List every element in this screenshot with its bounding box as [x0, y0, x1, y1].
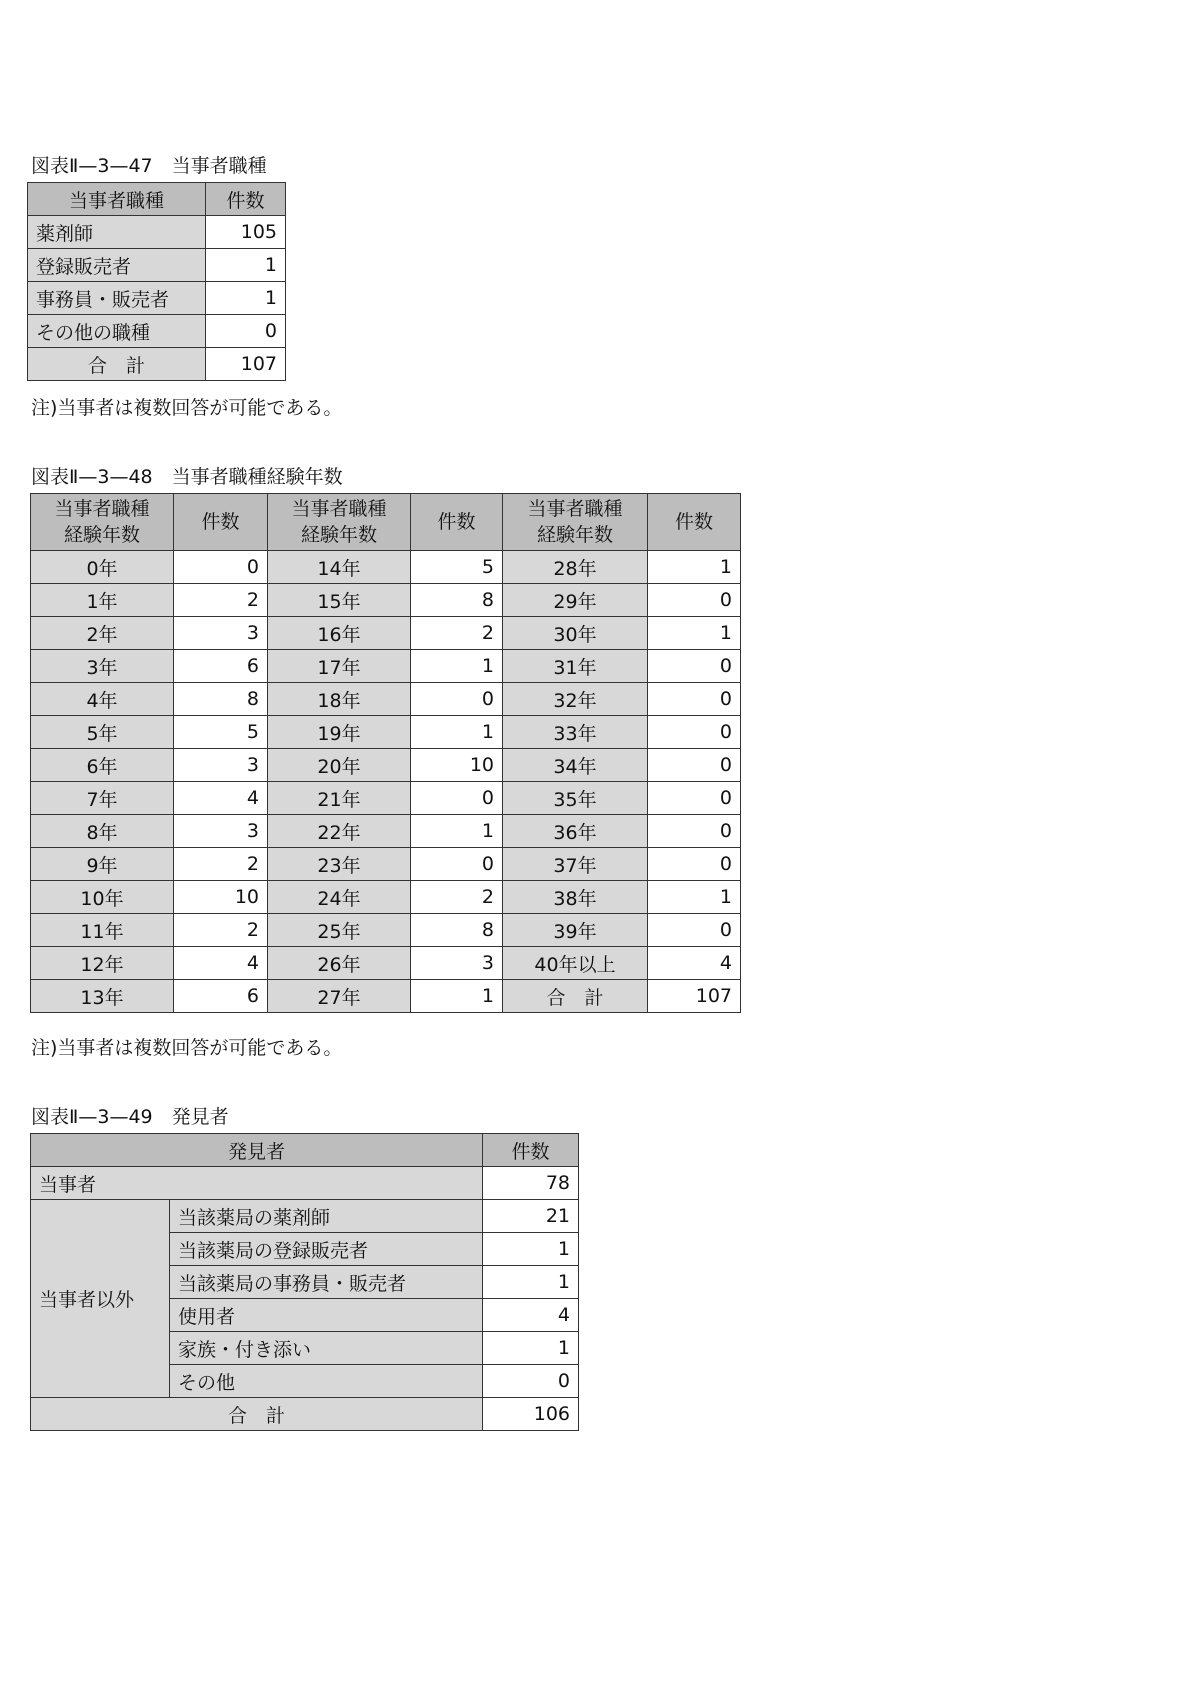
fig48-title: 図表Ⅱ—3—48 当事者職種経験年数: [31, 466, 343, 488]
fig48-years-cell: 3年: [31, 650, 174, 683]
fig48-years-cell: 22年: [268, 815, 411, 848]
fig48-years-cell: 12年: [31, 947, 174, 980]
fig48-count-cell: 0: [648, 914, 741, 947]
fig48-count-cell: 10: [411, 749, 503, 782]
fig48-count-cell: 1: [411, 650, 503, 683]
table-row: [31, 1167, 579, 1200]
fig47-row-label: 登録販売者: [28, 249, 206, 282]
fig48-years-cell: 10年: [31, 881, 174, 914]
fig48-count-cell: 0: [411, 683, 503, 716]
fig48-count-cell: 2: [174, 914, 268, 947]
table-row: [31, 749, 741, 782]
fig47-row-value: 1: [206, 282, 286, 315]
fig48-count-cell: 3: [411, 947, 503, 980]
fig49-table: [30, 1133, 579, 1431]
fig48-count-cell: 4: [174, 782, 268, 815]
fig48-count-cell: 0: [411, 848, 503, 881]
fig48-years-cell: 2年: [31, 617, 174, 650]
fig48-years-cell: 17年: [268, 650, 411, 683]
fig48-count-cell: 3: [174, 749, 268, 782]
fig49-row-label: 当該薬局の薬剤師: [170, 1200, 483, 1233]
table-row: [28, 282, 286, 315]
fig48-years-cell: 24年: [268, 881, 411, 914]
fig48-years-cell: 35年: [503, 782, 648, 815]
fig49-others-label: 当事者以外: [31, 1200, 170, 1398]
table-row: [31, 683, 741, 716]
fig48-count-cell: 2: [174, 848, 268, 881]
fig48-count-cell: 8: [411, 584, 503, 617]
fig48-years-cell: 11年: [31, 914, 174, 947]
fig48-years-cell: 15年: [268, 584, 411, 617]
fig48-years-cell: 26年: [268, 947, 411, 980]
fig48-count-cell: 0: [648, 749, 741, 782]
fig48-years-cell: 39年: [503, 914, 648, 947]
fig48-header-count: 件数: [648, 494, 741, 551]
fig49-row-value: 1: [483, 1332, 579, 1365]
fig48-years-cell: 8年: [31, 815, 174, 848]
fig48-count-cell: 0: [648, 782, 741, 815]
table-row: [28, 249, 286, 282]
fig48-count-cell: 2: [174, 584, 268, 617]
fig48-years-cell: 32年: [503, 683, 648, 716]
fig48-header-count: 件数: [411, 494, 503, 551]
fig48-years-cell: 38年: [503, 881, 648, 914]
fig48-years-cell: 25年: [268, 914, 411, 947]
table-row: [31, 980, 741, 1013]
fig48-count-cell: 1: [411, 716, 503, 749]
fig48-years-cell: 33年: [503, 716, 648, 749]
fig48-header-years: [503, 494, 648, 551]
fig48-count-cell: 1: [411, 815, 503, 848]
fig48-years-cell: 40年以上: [503, 947, 648, 980]
table-row: [31, 617, 741, 650]
fig48-years-cell: 合 計: [503, 980, 648, 1013]
fig48-count-cell: 2: [411, 617, 503, 650]
table-row: [31, 848, 741, 881]
fig47-row-value: 1: [206, 249, 286, 282]
fig49-self-label: 当事者: [31, 1167, 483, 1200]
header-line: 当事者職種: [54, 498, 150, 520]
fig48-years-cell: 1年: [31, 584, 174, 617]
fig48-count-cell: 8: [174, 683, 268, 716]
fig49-row-value: 0: [483, 1365, 579, 1398]
fig48-years-cell: 28年: [503, 551, 648, 584]
fig47-row-value: 105: [206, 216, 286, 249]
header-line: 経験年数: [536, 524, 613, 546]
fig49-total-value: 106: [483, 1398, 579, 1431]
fig48-table: [30, 493, 741, 1013]
fig48-years-cell: 36年: [503, 815, 648, 848]
fig49-row-label: 当該薬局の事務員・販売者: [170, 1266, 483, 1299]
fig49-header-count: 件数: [483, 1134, 579, 1167]
fig48-years-cell: 31年: [503, 650, 648, 683]
fig48-count-cell: 0: [648, 848, 741, 881]
fig48-count-cell: 0: [648, 815, 741, 848]
fig48-years-cell: 18年: [268, 683, 411, 716]
fig48-count-cell: 1: [648, 617, 741, 650]
fig49-row-label: 使用者: [170, 1299, 483, 1332]
fig48-count-cell: 1: [648, 881, 741, 914]
fig47-header-count: 件数: [206, 183, 286, 216]
fig48-header-years: [268, 494, 411, 551]
fig47-note: 注)当事者は複数回答が可能である。: [31, 397, 343, 419]
fig48-years-cell: 14年: [268, 551, 411, 584]
header-line: 当事者職種: [527, 498, 623, 520]
total-row: [31, 1398, 579, 1431]
fig48-count-cell: 4: [648, 947, 741, 980]
table-row: [28, 216, 286, 249]
fig48-count-cell: 3: [174, 815, 268, 848]
fig49-row-value: 1: [483, 1266, 579, 1299]
fig48-body: [31, 551, 741, 1013]
fig48-header-count: 件数: [174, 494, 268, 551]
fig49-title: 図表Ⅱ—3—49 発見者: [31, 1106, 229, 1128]
table-row: [31, 815, 741, 848]
fig48-years-cell: 23年: [268, 848, 411, 881]
fig47-total-value: 107: [206, 348, 286, 381]
fig49-row-label: その他: [170, 1365, 483, 1398]
fig48-count-cell: 3: [174, 617, 268, 650]
fig47-total-label: 合 計: [28, 348, 206, 381]
fig49-row-value: 1: [483, 1233, 579, 1266]
table-row: [31, 551, 741, 584]
fig48-years-cell: 37年: [503, 848, 648, 881]
fig48-count-cell: 0: [174, 551, 268, 584]
fig48-years-cell: 30年: [503, 617, 648, 650]
fig49-row-value: 4: [483, 1299, 579, 1332]
fig47-header-type: 当事者職種: [28, 183, 206, 216]
fig48-count-cell: 6: [174, 980, 268, 1013]
table-row: [31, 1200, 579, 1233]
fig48-years-cell: 34年: [503, 749, 648, 782]
fig48-years-cell: 20年: [268, 749, 411, 782]
table-row: [31, 914, 741, 947]
fig48-years-cell: 29年: [503, 584, 648, 617]
table-row: [31, 947, 741, 980]
fig47-table: [27, 182, 286, 381]
fig48-years-cell: 0年: [31, 551, 174, 584]
fig48-count-cell: 1: [648, 551, 741, 584]
fig48-count-cell: 5: [411, 551, 503, 584]
fig48-count-cell: 4: [174, 947, 268, 980]
fig48-years-cell: 16年: [268, 617, 411, 650]
table-row: [31, 716, 741, 749]
total-row: [28, 348, 286, 381]
header-line: 当事者職種: [291, 498, 387, 520]
fig47-title: 図表Ⅱ—3—47 当事者職種: [31, 155, 267, 177]
fig47-row-label: その他の職種: [28, 315, 206, 348]
fig48-years-cell: 21年: [268, 782, 411, 815]
fig48-years-cell: 27年: [268, 980, 411, 1013]
fig48-count-cell: 0: [648, 716, 741, 749]
fig49-header-finder: 発見者: [31, 1134, 483, 1167]
fig48-years-cell: 4年: [31, 683, 174, 716]
fig48-count-cell: 0: [411, 782, 503, 815]
fig47-row-value: 0: [206, 315, 286, 348]
fig48-note: 注)当事者は複数回答が可能である。: [31, 1037, 343, 1059]
table-row: [31, 881, 741, 914]
fig49-row-label: 当該薬局の登録販売者: [170, 1233, 483, 1266]
fig48-years-cell: 13年: [31, 980, 174, 1013]
fig49-self-value: 78: [483, 1167, 579, 1200]
fig48-years-cell: 9年: [31, 848, 174, 881]
fig48-years-cell: 7年: [31, 782, 174, 815]
fig48-years-cell: 5年: [31, 716, 174, 749]
table-row: [28, 315, 286, 348]
fig48-count-cell: 5: [174, 716, 268, 749]
fig48-count-cell: 8: [411, 914, 503, 947]
fig48-count-cell: 2: [411, 881, 503, 914]
header-line: 経験年数: [300, 524, 377, 546]
fig49-row-value: 21: [483, 1200, 579, 1233]
fig47-row-label: 事務員・販売者: [28, 282, 206, 315]
table-row: [31, 650, 741, 683]
fig48-count-cell: 0: [648, 683, 741, 716]
fig48-count-cell: 6: [174, 650, 268, 683]
header-line: 経験年数: [63, 524, 140, 546]
fig48-count-cell: 1: [411, 980, 503, 1013]
fig48-count-cell: 0: [648, 650, 741, 683]
fig48-count-cell: 107: [648, 980, 741, 1013]
table-row: [31, 782, 741, 815]
fig49-total-label: 合 計: [31, 1398, 483, 1431]
fig48-count-cell: 0: [648, 584, 741, 617]
table-row: [31, 584, 741, 617]
fig48-years-cell: 19年: [268, 716, 411, 749]
fig48-count-cell: 10: [174, 881, 268, 914]
fig48-years-cell: 6年: [31, 749, 174, 782]
fig48-header-years: [31, 494, 174, 551]
fig47-row-label: 薬剤師: [28, 216, 206, 249]
fig49-row-label: 家族・付き添い: [170, 1332, 483, 1365]
